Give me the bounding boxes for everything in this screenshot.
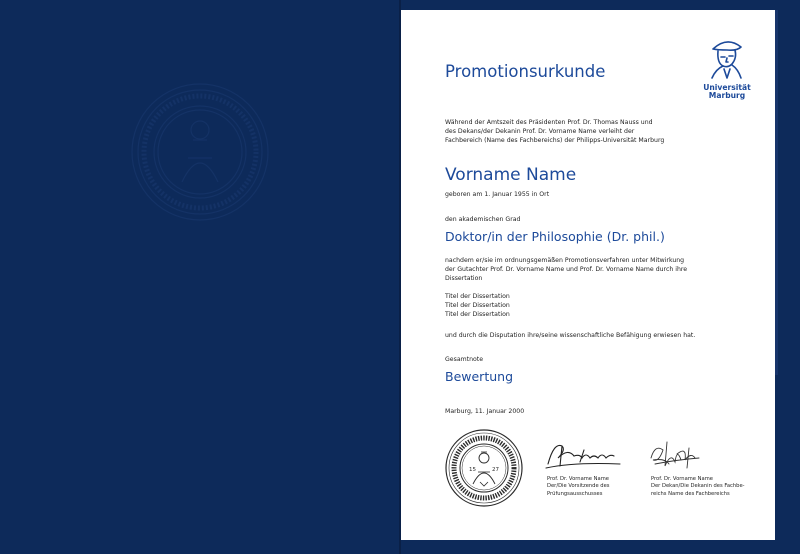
process-line-1: nachdem er/sie im ordnungsgemäßen Promotionsverfahren unter Mitwirkung bbox=[445, 257, 685, 264]
dissertation-titles bbox=[445, 292, 510, 319]
chair-signature-caption bbox=[547, 476, 610, 498]
logo-line-1: Universität bbox=[703, 83, 751, 92]
disputation-text: und durch die Disputation ihre/seine wissenschaftliche Befähigung erwiesen hat. bbox=[445, 332, 696, 339]
intro-line-2: des Dekans/der Dekanin Prof. Dr. Vorname Name verleiht der bbox=[445, 128, 635, 135]
document-title: Promotionsurkunde bbox=[445, 62, 606, 81]
seal-year-left: 15 bbox=[469, 467, 476, 473]
dean-signature bbox=[647, 438, 705, 474]
grade-value: Bewertung bbox=[445, 369, 513, 384]
chair-role-line-1: Der/Die Vorsitzende des bbox=[547, 483, 610, 490]
birth-info: geboren am 1. Januar 1955 in Ort bbox=[445, 191, 550, 198]
seal-year-right: 27 bbox=[492, 467, 499, 473]
degree-title: Doktor/in der Philosophie (Dr. phil.) bbox=[445, 229, 665, 244]
dean-role-line-2: reichs Name des Fachbereichs bbox=[651, 490, 730, 497]
university-seal-watermark bbox=[130, 82, 270, 222]
grade-label: Gesamtnote bbox=[445, 356, 484, 363]
intro-line-3: Fachbereich (Name des Fachbereichs) der Philipps-Universität Marburg bbox=[445, 137, 665, 144]
university-logo-portrait-icon bbox=[707, 36, 747, 80]
certificate-page bbox=[401, 10, 775, 540]
process-line-3: Dissertation bbox=[445, 275, 483, 282]
chair-role-line-2: Prüfungsausschusses bbox=[547, 490, 603, 497]
dean-signature-caption bbox=[651, 476, 745, 498]
intro-paragraph bbox=[445, 118, 664, 145]
university-logo bbox=[701, 36, 753, 101]
issue-date: Marburg, 11. Januar 2000 bbox=[445, 408, 525, 415]
dissertation-title-line-3: Titel der Dissertation bbox=[445, 311, 510, 318]
dean-role-line-1: Der Dekan/Die Dekanin des Fachbe- bbox=[651, 483, 745, 490]
dean-name: Prof. Dr. Vorname Name bbox=[651, 476, 713, 482]
university-seal bbox=[444, 428, 524, 508]
chair-signature bbox=[544, 434, 626, 474]
intro-line-1: Während der Amtszeit des Präsidenten Prof. Dr. Thomas Nauss und bbox=[445, 119, 653, 126]
process-line-2: der Gutachter Prof. Dr. Vorname Name und Prof. Dr. Vorname Name durch ihre bbox=[445, 266, 688, 273]
logo-line-2: Marburg bbox=[708, 91, 746, 101]
dissertation-title-line-2: Titel der Dissertation bbox=[445, 302, 510, 309]
page-edge bbox=[775, 10, 778, 375]
degree-label: den akademischen Grad bbox=[445, 216, 521, 223]
recipient-name: Vorname Name bbox=[445, 165, 577, 185]
university-logo-text bbox=[701, 84, 753, 101]
chair-name: Prof. Dr. Vorname Name bbox=[547, 476, 609, 482]
dissertation-title-line-1: Titel der Dissertation bbox=[445, 293, 510, 300]
process-paragraph bbox=[445, 256, 687, 283]
